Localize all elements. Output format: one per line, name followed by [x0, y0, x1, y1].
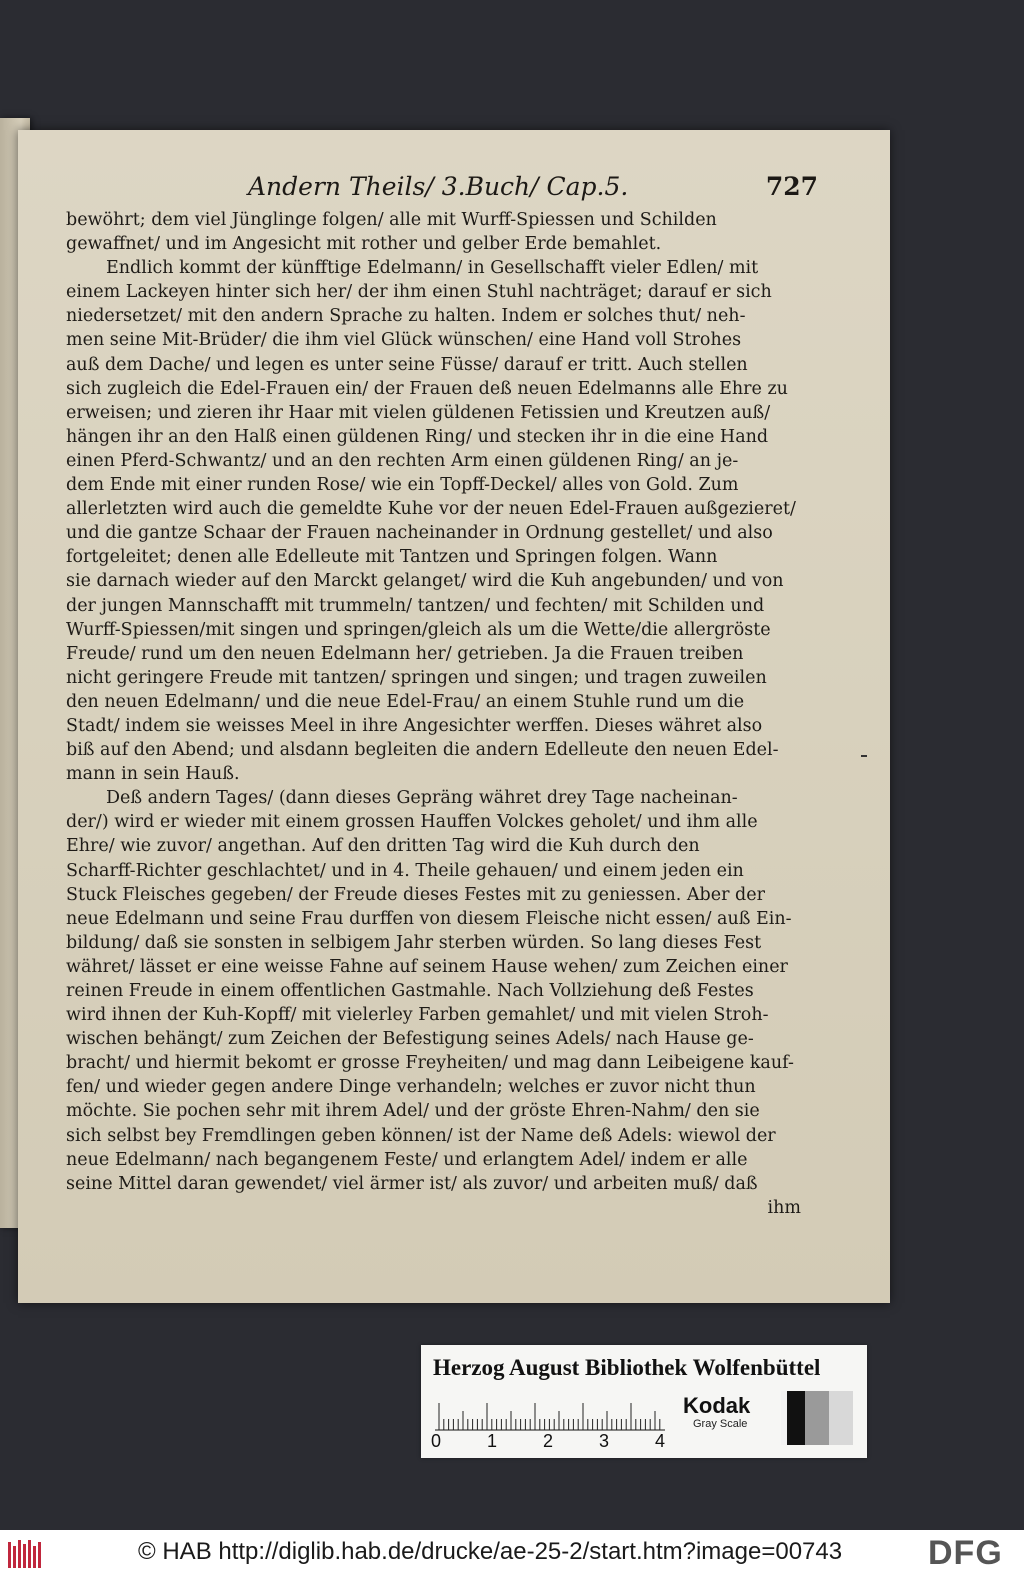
text-line: möchte. Sie pochen sehr mit ihrem Adel/ und der gröste Ehren-Nahm/ den sie [66, 1101, 760, 1122]
text-line: men seine Mit-Brüder/ die ihm viel Glück wünschen/ eine Hand voll Strohes [66, 330, 742, 351]
text-line: einen Pferd-Schwantz/ und an den rechten Arm einen güldenen Ring/ an je- [66, 450, 739, 471]
text-line: gewaffnet/ und im Angesicht mit rother und gelber Erde bemahlet. [66, 234, 662, 255]
text-line: Freude/ rund um den neuen Edelmann her/ getrieben. Ja die Frauen treiben [66, 643, 744, 664]
text-line: sie darnach wieder auf den Marckt gelanget/ wird die Kuh angebunden/ und von [66, 571, 784, 592]
text-line: bewöhrt; dem viel Jünglinge folgen/ alle mit Wurff-Spiessen und Schilden [66, 210, 717, 230]
page-header [248, 172, 818, 206]
copyright-link[interactable]: © HAB http://diglib.hab.de/drucke/ae-25-2/start.htm?image=00743 [138, 1538, 843, 1565]
text-line: erweisen; und zieren ihr Haar mit vielen güldenen Fetissien und Kreutzen auß/ [66, 402, 771, 423]
gray-scale-label: Gray Scale [693, 1418, 748, 1430]
text-line: Stadt/ indem sie weisses Meel in ihre Angesichter werffen. Dieses währet also [66, 715, 763, 736]
text-line: bracht/ und hiermit bekomt er grosse Freyheiten/ und mag dann Leibeigene kauf- [66, 1053, 794, 1074]
text-line: Stuck Fleisches gegeben/ der Freude dieses Festes mit zu geniessen. Aber der [66, 884, 765, 905]
ruler-number: 1 [487, 1431, 498, 1451]
gray-patch [805, 1391, 829, 1445]
footer-bar [0, 1530, 1024, 1582]
text-line: Ehre/ wie zuvor/ angethan. Auf den dritten Tag wird die Kuh durch den [66, 836, 700, 857]
ruler-number: 0 [431, 1431, 442, 1451]
text-line: sich zugleich die Edel-Frauen ein/ der Frauen deß neuen Edelmanns alle Ehre zu [66, 378, 788, 399]
text-line: Scharff-Richter geschlachtet/ und in 4. Theile gehauen/ und einem jeden ein [66, 860, 744, 881]
text-line: wird ihnen der Kuh-Kopff/ mit vielerley Farben gemahlet/ und mit vielen Stroh- [66, 1005, 769, 1026]
text-line: reinen Freude in einem offentlichen Gastmahle. Nach Vollziehung deß Festes [66, 981, 754, 1001]
dfg-logo: DFG [928, 1534, 1003, 1572]
scale-ruler [435, 1397, 679, 1431]
page-text [66, 208, 813, 1220]
text-line: niedersetzet/ mit den andern Sprache zu halten. Indem er solches thut/ neh- [66, 306, 746, 327]
text-line: biß auf den Abend; und alsdann begleiten die andern Edelleute den neuen Edel- [66, 740, 779, 761]
text-line: der jungen Mannschafft mit trummeln/ tantzen/ und fechten/ mit Schilden und [66, 595, 765, 616]
gray-scale-patches [781, 1391, 853, 1445]
book-page [18, 130, 890, 1303]
text-line: mann in sein Hauß. [66, 764, 240, 785]
text-line: Endlich kommt der künfftige Edelmann/ in Gesellschafft vieler Edlen/ mit [106, 258, 759, 279]
text-line: seine Mittel daran gewendet/ viel ärmer ist/ als zuvor/ und arbeiten muß/ daß [66, 1173, 758, 1194]
text-line: einem Lackeyen hinter sich her/ der ihm einen Stuhl nachträget; darauf er sich [66, 282, 772, 303]
ruler-number: 4 [655, 1431, 666, 1451]
running-head: Andern Theils/ 3.Buch/ Cap.5. [248, 172, 629, 201]
text-line: und die gantze Schaar der Frauen nacheinander in Ordnung gestellet/ und also [66, 523, 773, 544]
hab-logo-icon [6, 1536, 46, 1572]
gray-patch [829, 1391, 853, 1445]
kodak-logo: Kodak [683, 1393, 751, 1418]
margin-mark [861, 755, 867, 757]
text-line: Deß andern Tages/ (dann dieses Gepräng währet drey Tage nacheinan- [106, 788, 738, 809]
color-target-card [421, 1345, 867, 1458]
library-title: Herzog August Bibliothek Wolfenbüttel [433, 1355, 821, 1380]
catchword: ihm [767, 1197, 801, 1218]
text-line: fortgeleitet; denen alle Edelleute mit Tantzen und Springen folgen. Wann [66, 547, 718, 568]
text-line: fen/ und wieder gegen andere Dinge verhandeln; welches er zuvor nicht thun [66, 1077, 756, 1098]
text-line: hängen ihr an den Halß einen güldenen Ring/ und stecken ihr in die eine Hand [66, 426, 769, 447]
text-line: nicht geringere Freude mit tantzen/ springen und singen; und tragen zuweilen [66, 667, 767, 688]
text-line: Wurff-Spiessen/mit singen und springen/gleich als um die Wette/die allergröste [66, 619, 771, 640]
ruler-numbers [431, 1431, 681, 1453]
gray-patch [787, 1391, 805, 1445]
text-line: neue Edelmann/ nach begangenem Feste/ und erlangtem Adel/ indem er alle [66, 1149, 748, 1170]
text-line: allerletzten wird auch die gemeldte Kuhe vor der neuen Edel-Frauen außgezieret/ [66, 499, 796, 520]
text-line: auß dem Dache/ und legen es unter seine Füsse/ darauf er tritt. Auch stellen [66, 354, 748, 375]
text-line: den neuen Edelmann/ und die neue Edel-Frau/ an einem Stuhle rund um die [66, 691, 745, 712]
text-line: wischen behängt/ zum Zeichen der Befestigung seines Adels/ nach Hause ge- [66, 1029, 754, 1050]
page-number: 727 [765, 172, 818, 201]
ruler-number: 2 [543, 1431, 554, 1451]
text-line: währet/ lässet er eine weisse Fahne auf seinem Hause wehen/ zum Zeichen einer [66, 956, 788, 977]
text-line: neue Edelmann und seine Frau durffen von diesem Fleische nicht essen/ auß Ein- [66, 908, 792, 929]
ruler-number: 3 [599, 1431, 610, 1451]
text-line: bildung/ daß sie sonsten in selbigem Jahr sterben würden. So lang dieses Fest [66, 932, 762, 953]
text-line: der/) wird er wieder mit einem grossen Hauffen Volckes geholet/ und ihm alle [66, 812, 758, 833]
text-line: dem Ende mit einer runden Rose/ wie ein Topff-Deckel/ alles von Gold. Zum [66, 475, 739, 496]
text-line: sich selbst bey Fremdlingen geben können/ ist der Name deß Adels: wiewol der [66, 1125, 776, 1146]
